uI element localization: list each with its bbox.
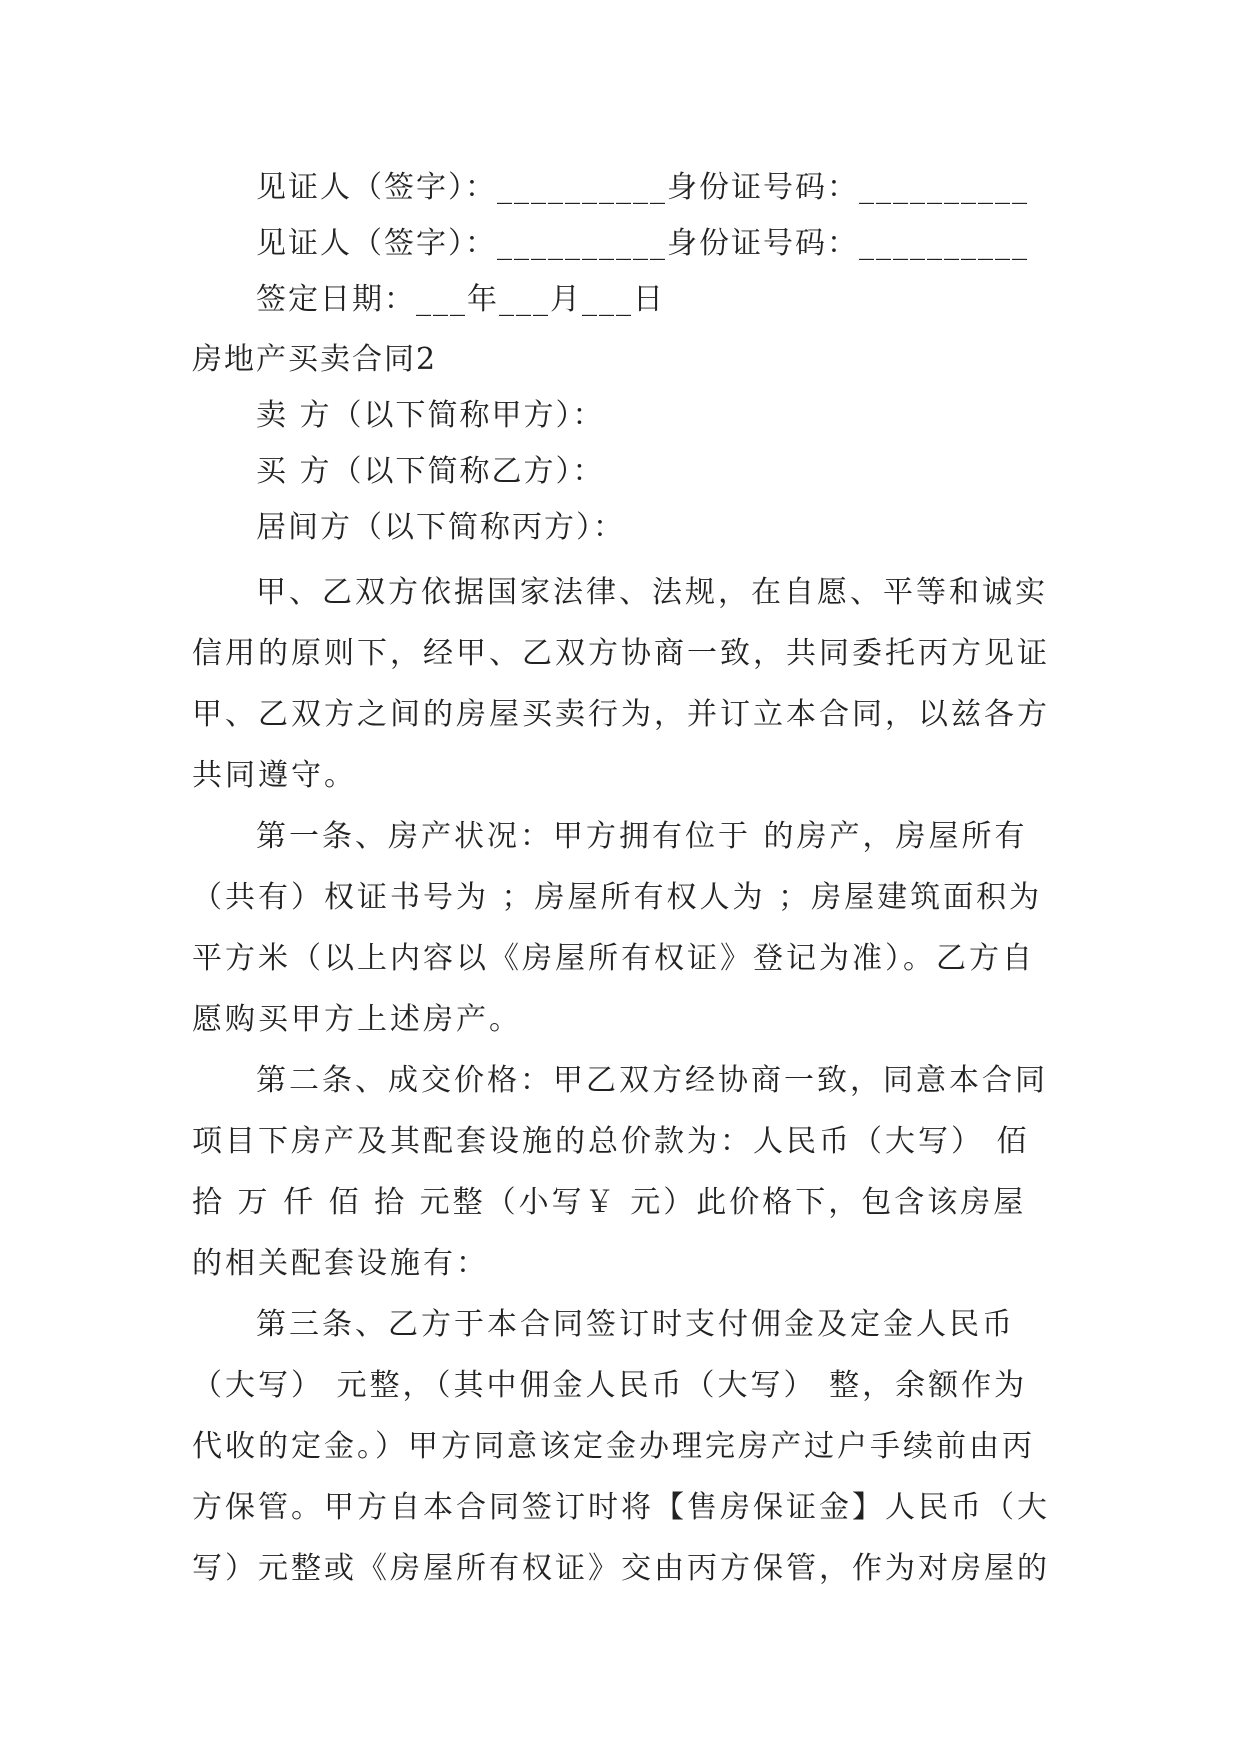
paragraph-line: 信用的原则下，经甲、乙双方协商一致，共同委托丙方见证 (192, 636, 1050, 671)
paragraph-line: 拾 万 仟 佰 拾 元整（小写￥ 元）此价格下，包含该房屋 (192, 1185, 1027, 1220)
paragraph-line: 写）元整或《房屋所有权证》交由丙方保管，作为对房屋的 (192, 1551, 1050, 1586)
witness-line-2: 见证人（签字）：__________身份证号码：__________ (256, 226, 1029, 261)
paragraph-line: 甲、乙双方之间的房屋买卖行为，并订立本合同，以兹各方 (192, 697, 1050, 732)
paragraph-line: 项目下房产及其配套设施的总价款为：人民币（大写） 佰 (192, 1124, 1030, 1159)
paragraph-line: 甲、乙双方依据国家法律、法规，在自愿、平等和诚实 (256, 575, 1048, 610)
paragraph-line: 的相关配套设施有： (192, 1246, 489, 1281)
paragraph-line: 共同遵守。 (192, 758, 357, 793)
document-page (192, 160, 1052, 1599)
paragraph-line: 平方米（以上内容以《房屋所有权证》登记为准）。乙方自 (192, 941, 1035, 976)
paragraph-line: 第三条、乙方于本合同签订时支付佣金及定金人民币 (256, 1307, 1015, 1342)
paragraph-line: 代收的定金。）甲方同意该定金办理完房产过户手续前由丙 (192, 1429, 1035, 1464)
sign-date-line: 签定日期：___年___月___日 (256, 282, 665, 317)
paragraph-line: 愿购买甲方上述房产。 (192, 1002, 522, 1037)
paragraph-article-2 (192, 1050, 1052, 1294)
witness-line-1: 见证人（签字）：__________身份证号码：__________ (256, 170, 1029, 205)
party-seller: 卖 方（以下简称甲方）： (256, 398, 605, 433)
party-buyer: 买 方（以下简称乙方）： (256, 454, 605, 489)
paragraph-line: （共有）权证书号为 ；房屋所有权人为 ；房屋建筑面积为 (192, 880, 1043, 915)
paragraph-article-1 (192, 806, 1052, 1050)
paragraph-line: 第一条、房产状况：甲方拥有位于 的房产，房屋所有 (256, 819, 1028, 854)
paragraph-line: 方保管。甲方自本合同签订时将【售房保证金】人民币（大 (192, 1490, 1050, 1525)
paragraph-line: 第二条、成交价格：甲乙双方经协商一致，同意本合同 (256, 1063, 1048, 1098)
paragraph-preamble (192, 562, 1052, 806)
paragraph-article-3 (192, 1294, 1052, 1599)
party-intermediary: 居间方（以下简称丙方）： (256, 510, 625, 545)
paragraph-line: （大写） 元整，（其中佣金人民币（大写） 整，余额作为 (192, 1368, 1028, 1403)
contract-title: 房地产买卖合同2 (192, 342, 438, 377)
